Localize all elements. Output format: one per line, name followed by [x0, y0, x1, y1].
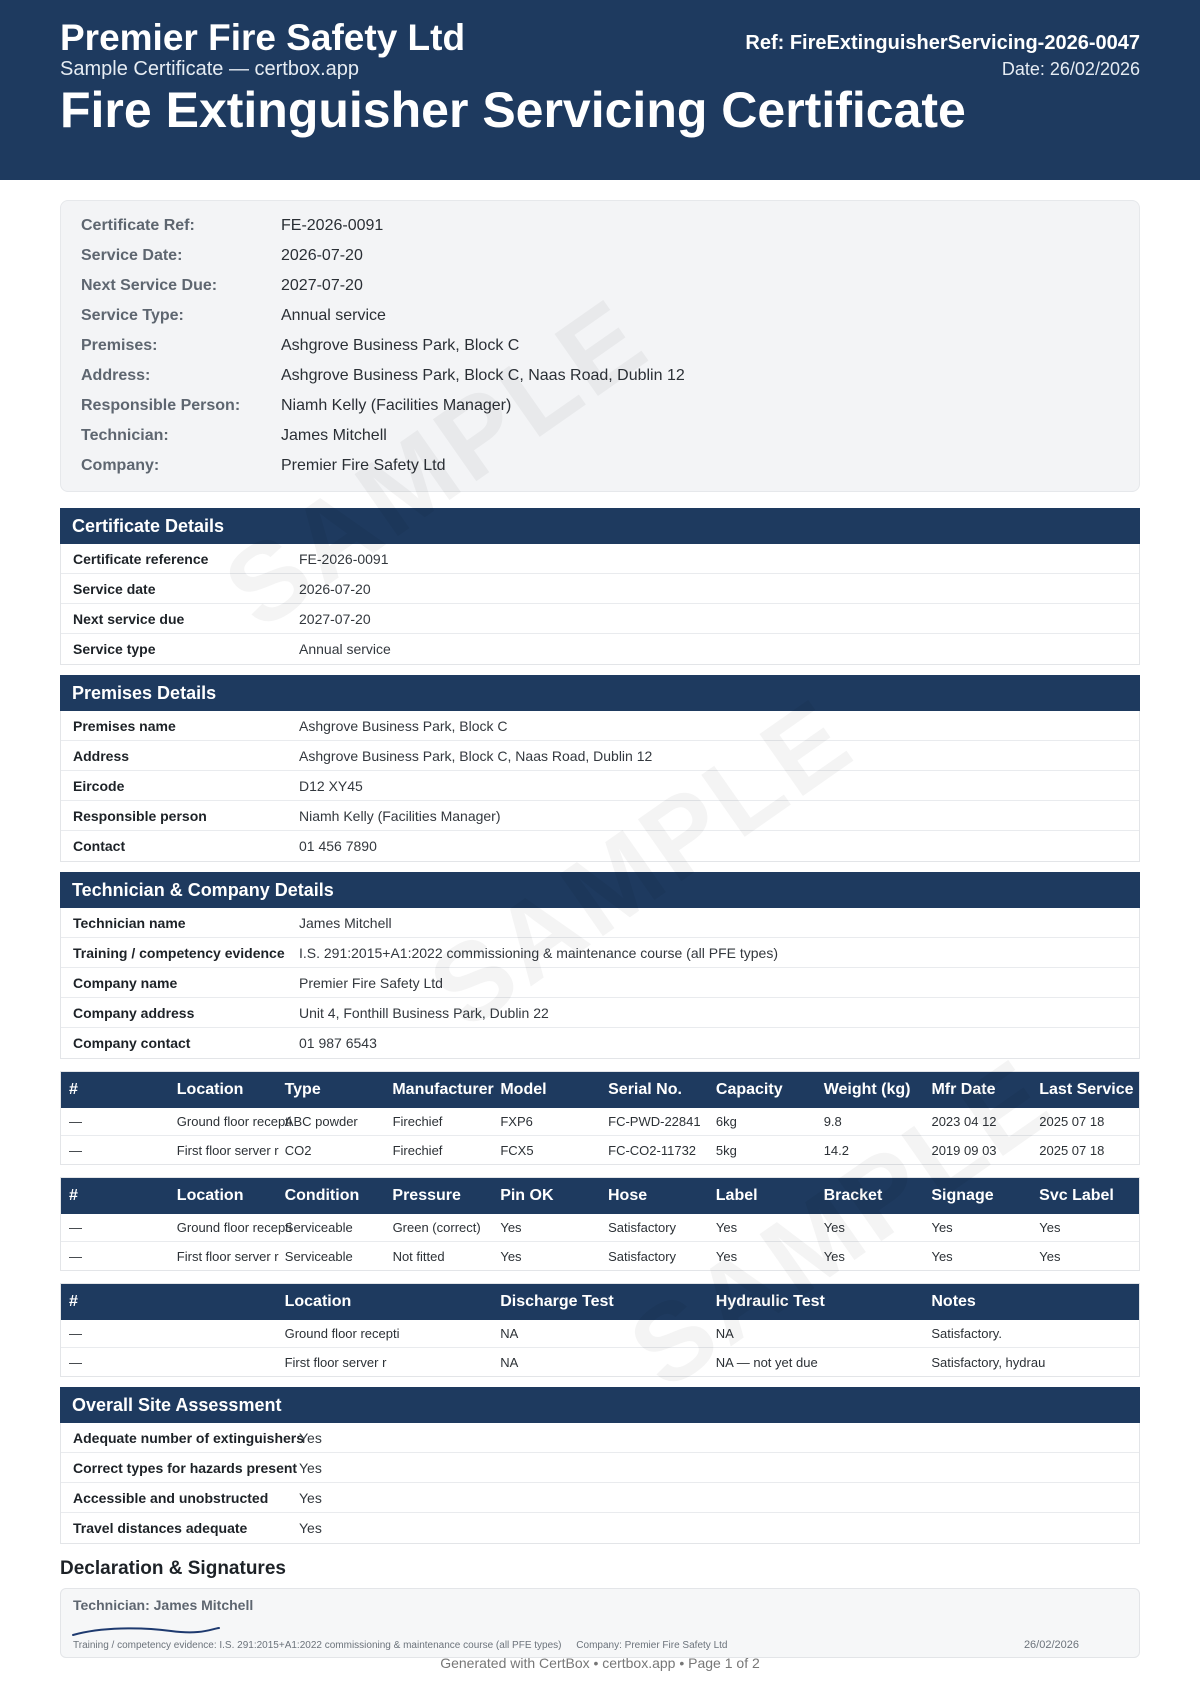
detail-row	[61, 998, 1139, 1028]
detail-row	[61, 604, 1139, 634]
column-header: Location	[176, 1081, 244, 1098]
table-cell: FXP6	[500, 1114, 533, 1129]
summary-value: FE-2026-0091	[281, 217, 384, 234]
summary-value: Premier Fire Safety Ltd	[281, 457, 446, 474]
certificate-title: Fire Extinguisher Servicing Certificate	[60, 82, 966, 138]
table-header-row	[61, 1178, 1139, 1214]
detail-label: Eircode	[73, 777, 125, 794]
detail-value: Unit 4, Fonthill Business Park, Dublin 22	[299, 1004, 549, 1021]
assessment-row	[61, 1513, 1139, 1543]
summary-value: 2026-07-20	[281, 247, 363, 264]
detail-value: Ashgrove Business Park, Block C	[299, 717, 508, 734]
condition-checks-table	[60, 1177, 1140, 1271]
table-cell: 14.2	[823, 1142, 849, 1158]
signature-date: 26/02/2026	[1023, 1639, 1079, 1651]
detail-value: 01 456 7890	[299, 838, 377, 854]
company-name: Premier Fire Safety Ltd	[60, 17, 466, 58]
table-cell: Satisfactory	[608, 1248, 677, 1264]
section-heading: Overall Site Assessment	[60, 1387, 1140, 1423]
column-header: Notes	[931, 1293, 976, 1310]
table-cell: —	[69, 1354, 82, 1370]
signature-company: Company: Premier Fire Safety Ltd	[576, 1640, 728, 1651]
table-cell: NA	[500, 1326, 519, 1341]
table-cell: Yes	[500, 1248, 522, 1264]
summary-label: Premises:	[81, 337, 158, 354]
summary-value: Niamh Kelly (Facilities Manager)	[281, 397, 512, 414]
detail-row	[61, 711, 1139, 741]
column-header: #	[69, 1293, 78, 1310]
detail-label: Company name	[73, 974, 178, 991]
column-header: Manufacturer	[392, 1081, 494, 1098]
column-header: Model	[500, 1081, 547, 1098]
table-cell: Firechief	[392, 1142, 443, 1158]
detail-value: I.S. 291:2015+A1:2022 commissioning & maintenance course (all PFE types)	[299, 944, 778, 961]
column-header: Type	[284, 1081, 321, 1098]
detail-value: 2026-07-20	[299, 580, 371, 597]
detail-label: Next service due	[73, 610, 185, 627]
table-cell: 5kg	[715, 1142, 737, 1158]
table-cell: —	[69, 1326, 82, 1341]
assessment-label: Travel distances adequate	[73, 1520, 248, 1536]
summary-row	[81, 211, 1119, 241]
table-cell: Serviceable	[284, 1220, 353, 1235]
table-row	[61, 1108, 1139, 1136]
table-cell: Satisfactory.	[931, 1326, 1002, 1341]
section-heading: Premises Details	[60, 675, 1140, 711]
column-header: #	[69, 1187, 78, 1204]
table-cell: Yes	[823, 1220, 845, 1235]
sample-line: Sample Certificate — certbox.app	[60, 58, 360, 80]
column-header: Discharge Test	[500, 1293, 614, 1310]
table-cell: —	[69, 1248, 82, 1264]
table-cell: Yes	[823, 1248, 845, 1264]
assessment-value: Yes	[299, 1429, 322, 1446]
training-evidence: Training / competency evidence: I.S. 291:2015+A1:2022 commissioning & maintenance course (all PFE types)	[73, 1640, 562, 1651]
site-assessment-section	[60, 1387, 1140, 1544]
column-header: Hydraulic Test	[715, 1293, 825, 1310]
summary-panel	[60, 200, 1140, 492]
detail-row	[61, 574, 1139, 604]
detail-label: Company contact	[73, 1035, 191, 1051]
detail-value: FE-2026-0091	[299, 550, 389, 567]
table-row	[61, 1320, 1139, 1348]
detail-label: Responsible person	[73, 807, 207, 824]
detail-label: Contact	[73, 838, 126, 854]
column-header: Location	[176, 1187, 244, 1204]
detail-label: Training / competency evidence	[73, 944, 285, 961]
table-cell: —	[69, 1220, 82, 1235]
detail-label: Premises name	[73, 717, 176, 734]
table-row	[61, 1348, 1139, 1376]
column-header: Pressure	[392, 1187, 461, 1204]
detail-row	[61, 801, 1139, 831]
table-cell: Satisfactory, hydrau	[931, 1354, 1046, 1370]
table-row	[61, 1242, 1139, 1270]
summary-row	[81, 331, 1119, 361]
table-cell: First floor server r	[284, 1354, 387, 1370]
summary-label: Responsible Person:	[81, 397, 241, 414]
table-row	[61, 1136, 1139, 1164]
table-cell: —	[69, 1142, 82, 1158]
column-header: Capacity	[715, 1081, 783, 1098]
column-header: Serial No.	[608, 1081, 682, 1098]
detail-label: Technician name	[73, 914, 186, 931]
table-cell: Firechief	[392, 1114, 443, 1129]
premises-details-section	[60, 675, 1140, 862]
declaration-heading: Declaration & Signatures	[60, 1558, 286, 1579]
table-cell: NA — not yet due	[715, 1354, 818, 1370]
table-cell: Yes	[1039, 1248, 1061, 1264]
assessment-label: Adequate number of extinguishers	[73, 1429, 305, 1446]
section-heading: Certificate Details	[60, 508, 1140, 544]
column-header: Label	[715, 1187, 758, 1204]
summary-value: Annual service	[281, 307, 386, 324]
table-cell: 2025 07 18	[1039, 1114, 1105, 1129]
signature-box	[60, 1588, 1140, 1658]
table-cell: FC-PWD-22841	[608, 1114, 701, 1129]
summary-label: Service Date:	[81, 247, 183, 264]
table-cell: NA	[500, 1354, 519, 1370]
detail-row	[61, 1028, 1139, 1058]
detail-value: Ashgrove Business Park, Block C, Naas Road, Dublin 12	[299, 747, 653, 764]
table-cell: Satisfactory	[608, 1220, 677, 1235]
extinguisher-inventory-table	[60, 1071, 1140, 1165]
detail-value: 2027-07-20	[299, 610, 371, 627]
signature-icon	[71, 1625, 221, 1639]
table-cell: Yes	[715, 1220, 738, 1235]
detail-row	[61, 771, 1139, 801]
tests-notes-table	[60, 1283, 1140, 1377]
summary-row	[81, 421, 1119, 451]
assessment-value: Yes	[299, 1520, 322, 1536]
column-header: Signage	[931, 1187, 994, 1204]
detail-value: James Mitchell	[299, 914, 392, 931]
column-header: Mfr Date	[931, 1081, 996, 1098]
column-header: Svc Label	[1039, 1187, 1114, 1204]
column-header: Location	[284, 1293, 352, 1310]
table-cell: NA	[715, 1326, 734, 1341]
table-cell: 2025 07 18	[1039, 1142, 1105, 1158]
table-cell: FCX5	[500, 1142, 534, 1158]
detail-label: Certificate reference	[73, 550, 209, 567]
summary-row	[81, 391, 1119, 421]
column-header: Last Service	[1039, 1081, 1134, 1098]
detail-row	[61, 741, 1139, 771]
table-cell: FC-CO2-11732	[608, 1142, 697, 1158]
column-header: #	[69, 1081, 78, 1098]
detail-value: D12 XY45	[299, 777, 363, 794]
reference-number: Ref: FireExtinguisherServicing-2026-0047	[745, 32, 1140, 54]
column-header: Pin OK	[500, 1187, 554, 1204]
assessment-row	[61, 1423, 1139, 1453]
detail-row	[61, 544, 1139, 574]
detail-value: Premier Fire Safety Ltd	[299, 974, 443, 991]
detail-label: Company address	[73, 1004, 195, 1021]
detail-row	[61, 634, 1139, 664]
summary-value: Ashgrove Business Park, Block C, Naas Road, Dublin 12	[281, 367, 685, 384]
technician-signatory: Technician: James Mitchell	[73, 1597, 254, 1613]
table-cell: First floor server r	[176, 1248, 279, 1264]
summary-row	[81, 301, 1119, 331]
table-cell: CO2	[284, 1142, 312, 1158]
assessment-label: Accessible and unobstructed	[73, 1489, 269, 1506]
summary-value: James Mitchell	[281, 427, 387, 444]
assessment-label: Correct types for hazards present	[73, 1459, 298, 1476]
summary-label: Company:	[81, 457, 160, 474]
page-footer: Generated with CertBox • certbox.app • Page 1 of 2	[440, 1655, 760, 1671]
table-cell: Yes	[715, 1248, 738, 1264]
column-header: Condition	[284, 1187, 360, 1204]
summary-label: Service Type:	[81, 307, 184, 324]
detail-row	[61, 908, 1139, 938]
table-header-row	[61, 1284, 1139, 1320]
summary-row	[81, 241, 1119, 271]
detail-row	[61, 968, 1139, 998]
reference-box	[745, 30, 1140, 82]
table-cell: —	[69, 1114, 82, 1129]
detail-row	[61, 831, 1139, 861]
signature-footer	[73, 1640, 739, 1651]
detail-label: Service type	[73, 641, 156, 657]
summary-row	[81, 451, 1119, 481]
table-cell: Not fitted	[392, 1248, 445, 1264]
assessment-row	[61, 1453, 1139, 1483]
section-heading: Technician & Company Details	[60, 872, 1140, 908]
detail-value: Niamh Kelly (Facilities Manager)	[299, 807, 501, 824]
detail-row	[61, 938, 1139, 968]
table-cell: 9.8	[823, 1114, 842, 1129]
table-cell: Green (correct)	[392, 1220, 481, 1235]
detail-label: Service date	[73, 580, 156, 597]
certificate-details-section	[60, 508, 1140, 665]
table-cell: Ground floor recepti	[284, 1326, 400, 1341]
table-cell: 2019 09 03	[931, 1142, 997, 1158]
summary-label: Technician:	[81, 427, 169, 444]
assessment-row	[61, 1483, 1139, 1513]
table-header-row	[61, 1072, 1139, 1108]
table-cell: ABC powder	[284, 1114, 358, 1129]
summary-label: Next Service Due:	[81, 277, 218, 294]
summary-value: Ashgrove Business Park, Block C	[281, 337, 520, 354]
detail-value: Annual service	[299, 641, 391, 657]
summary-label: Certificate Ref:	[81, 217, 195, 234]
table-cell: 2023 04 12	[931, 1114, 997, 1129]
table-row	[61, 1214, 1139, 1242]
table-cell: Yes	[931, 1248, 953, 1264]
summary-row	[81, 361, 1119, 391]
table-cell: Yes	[1039, 1220, 1061, 1235]
summary-label: Address:	[81, 367, 151, 384]
summary-value: 2027-07-20	[281, 277, 363, 294]
table-cell: First floor server r	[176, 1142, 279, 1158]
table-cell: Ground floor recepti	[176, 1114, 292, 1129]
assessment-value: Yes	[299, 1459, 322, 1476]
assessment-value: Yes	[299, 1489, 322, 1506]
column-header: Bracket	[823, 1187, 883, 1204]
detail-value: 01 987 6543	[299, 1035, 377, 1051]
table-cell: Yes	[500, 1220, 522, 1235]
table-cell: Serviceable	[284, 1248, 353, 1264]
column-header: Hose	[607, 1187, 648, 1204]
table-cell: Yes	[931, 1220, 953, 1235]
column-header: Weight (kg)	[823, 1081, 911, 1098]
table-cell: Ground floor recepti	[176, 1220, 292, 1235]
issue-date: Date: 26/02/2026	[1001, 59, 1140, 79]
summary-row	[81, 271, 1119, 301]
detail-label: Address	[73, 747, 130, 764]
table-cell: 6kg	[715, 1114, 737, 1129]
certificate-header	[0, 0, 1200, 180]
technician-details-section	[60, 872, 1140, 1059]
